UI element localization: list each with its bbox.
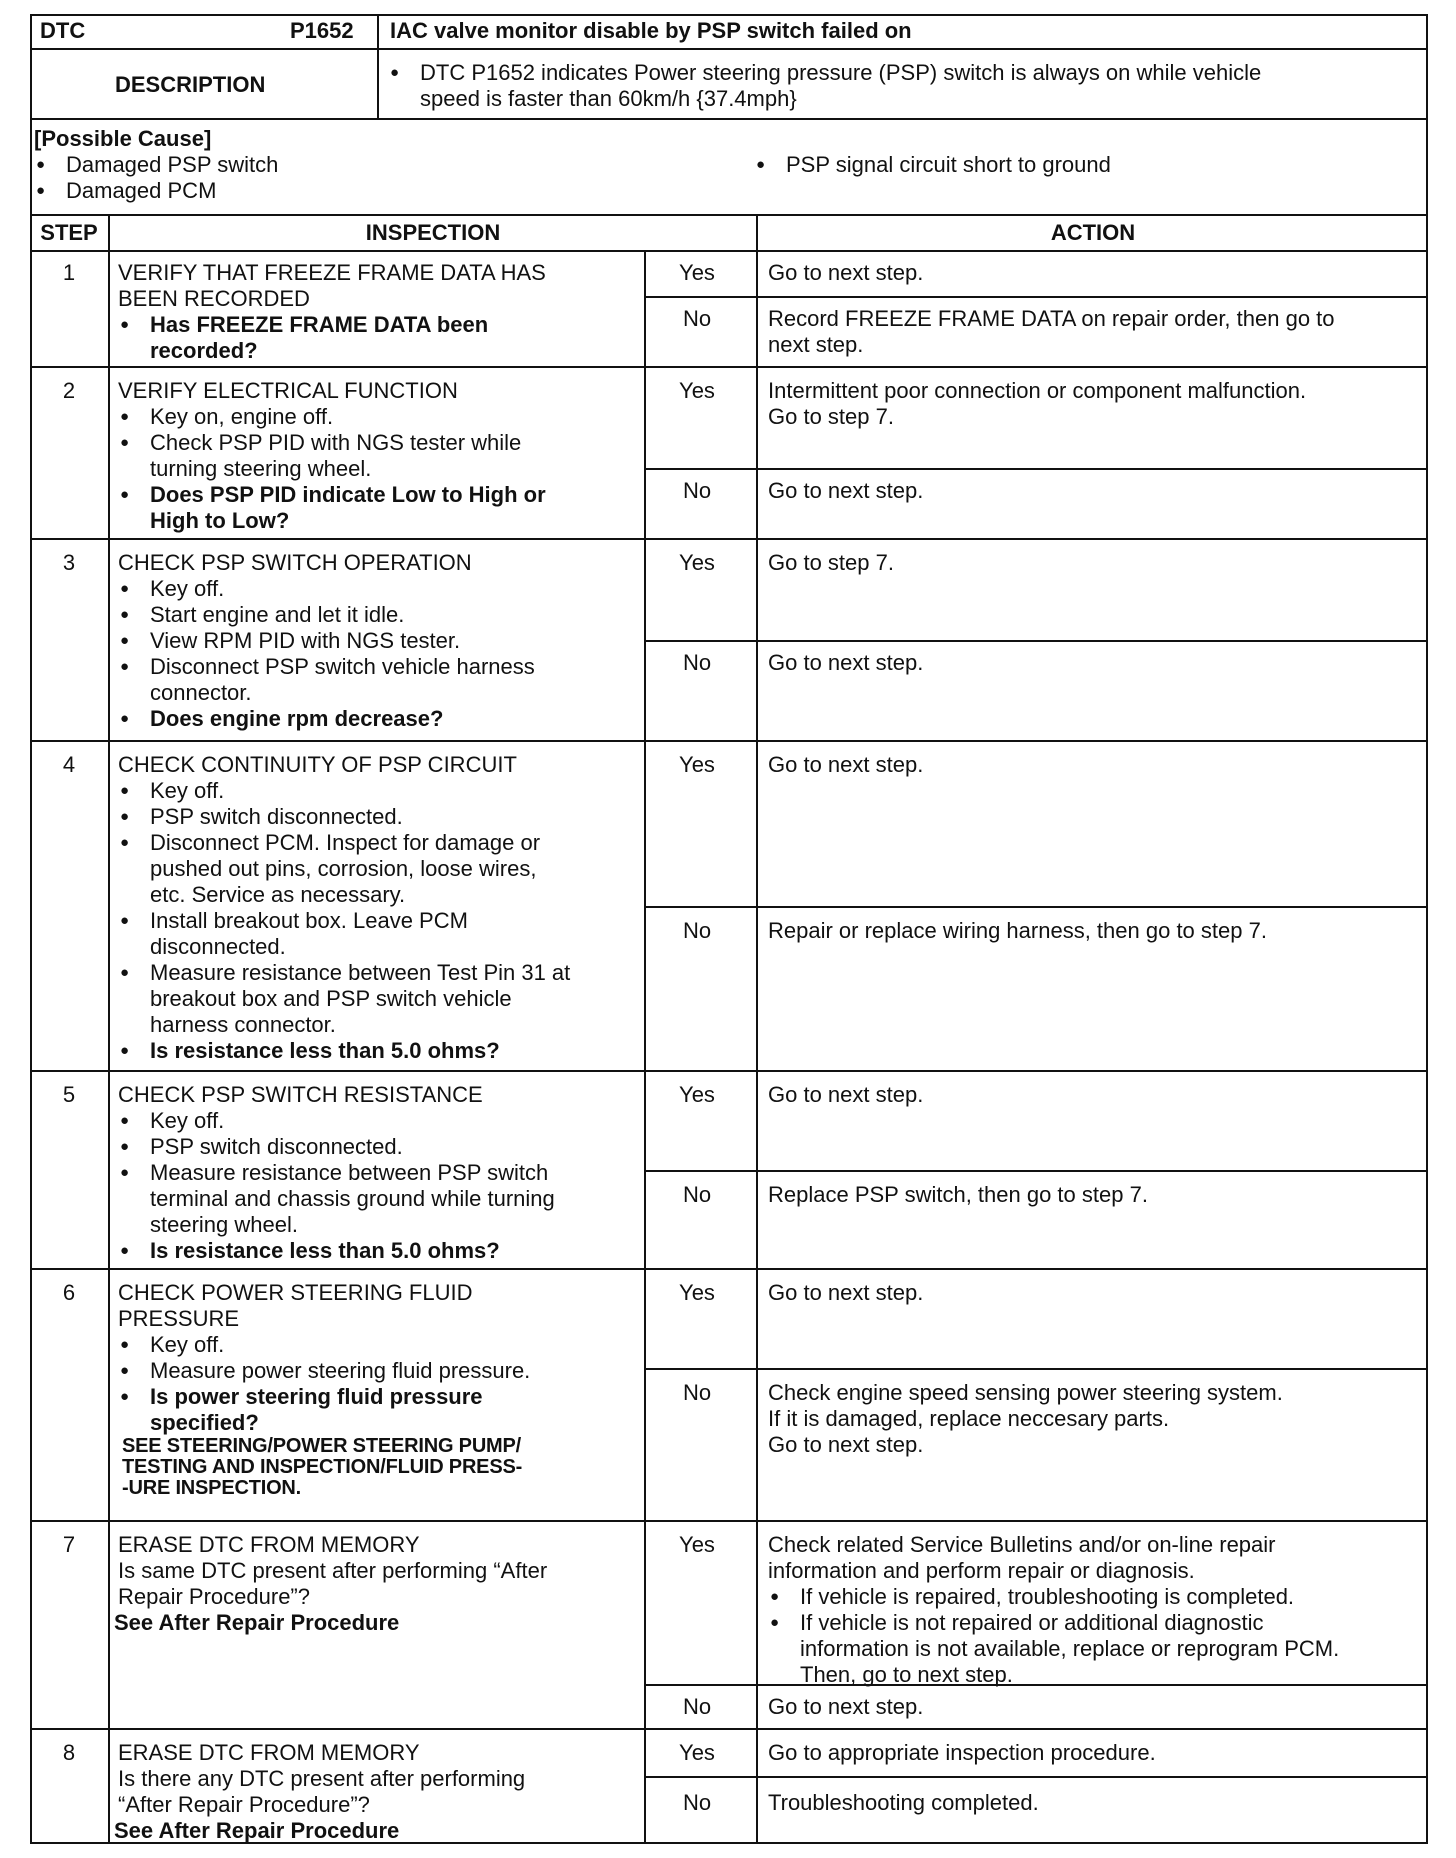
bullet-item: ● Disconnect PCM. Inspect for damage or pushed out pins, corrosion, loose wires, etc. Service as necessary.	[118, 830, 648, 908]
row-divider	[30, 1268, 1428, 1270]
bullet-item: ● Measure resistance between PSP switch terminal and chassis ground while turning steering wheel.	[118, 1160, 648, 1238]
action-no: Troubleshooting completed.	[768, 1790, 1039, 1815]
action-yes: Go to step 7.	[768, 550, 894, 575]
row-divider	[30, 1070, 1428, 1072]
bullet-item: ● If vehicle is repaired, troubleshooting is completed.	[768, 1584, 1420, 1610]
bullet-item: ● Key off.	[118, 1108, 648, 1134]
question: ● Is resistance less than 5.0 ohms?	[118, 1238, 648, 1264]
row-divider	[30, 1520, 1428, 1522]
inspection-step-6: CHECK POWER STEERING FLUID PRESSURE ● Key off. ● Measure power steering fluid pressure. ● Is power steering fluid pressure specified? SEE STEERING/POWER STEERING PUMP/ TESTING AND INSPECTION/FLUID PRESS- -URE INSPECTION.	[118, 1280, 648, 1499]
step-number: 4	[62, 752, 76, 777]
answer-yes: Yes	[679, 1740, 715, 1765]
inspection-step-1: VERIFY THAT FREEZE FRAME DATA HAS BEEN RECORDED ● Has FREEZE FRAME DATA been recorded?	[118, 260, 648, 364]
step-number: 1	[62, 260, 76, 285]
cause-item: ● Damaged PCM	[34, 178, 278, 204]
action-no: Go to next step.	[768, 650, 924, 675]
divider	[30, 250, 1428, 252]
row-divider	[30, 1728, 1428, 1730]
action-yes: Check related Service Bulletins and/or on-line repair information and perform repair or diagnosis. ● If vehicle is repaired, troubleshooting is completed. ● If vehicle is not repaired or additional diagnostic information is not available, replace or reprogram PCM. Then, go to next step.	[768, 1532, 1420, 1688]
answer-no: No	[682, 1694, 712, 1719]
bullet-item: ● Key on, engine off.	[118, 404, 648, 430]
divider	[30, 48, 1428, 50]
answer-divider	[644, 1368, 1428, 1370]
description-text	[388, 60, 1261, 112]
possible-cause-list-left	[34, 152, 278, 204]
answer-yes: Yes	[679, 1532, 715, 1557]
answer-yes: Yes	[679, 550, 715, 575]
answer-no: No	[682, 1380, 712, 1405]
answer-no: No	[682, 306, 712, 331]
answer-yes: Yes	[679, 260, 715, 285]
bullet-item: ● Key off.	[118, 1332, 648, 1358]
bullet-item: ● PSP switch disconnected.	[118, 804, 648, 830]
action-no: Go to next step.	[768, 478, 924, 503]
answer-divider	[644, 296, 1428, 298]
action-yes: Go to next step.	[768, 752, 924, 777]
action-no: Replace PSP switch, then go to step 7.	[768, 1182, 1148, 1207]
see-reference: See After Repair Procedure	[114, 1818, 400, 1843]
inspection-step-7: ERASE DTC FROM MEMORY Is same DTC present after performing “After Repair Procedure”? See After Repair Procedure	[118, 1532, 648, 1636]
bullet-item: ● Key off.	[118, 778, 648, 804]
see-reference: See After Repair Procedure	[114, 1610, 400, 1635]
action-yes: Go to next step.	[768, 260, 924, 285]
answer-yes: Yes	[679, 378, 715, 403]
dtc-title: IAC valve monitor disable by PSP switch failed on	[390, 18, 912, 43]
question: ● Is power steering fluid pressure specified?	[118, 1384, 648, 1436]
reference-note: SEE STEERING/POWER STEERING PUMP/ TESTING AND INSPECTION/FLUID PRESS- -URE INSPECTION.	[122, 1435, 523, 1499]
action-yes: Go to next step.	[768, 1280, 924, 1305]
bullet-item: ● Disconnect PSP switch vehicle harness connector.	[118, 654, 648, 706]
action-yes: Go to appropriate inspection procedure.	[768, 1740, 1156, 1765]
row-divider	[30, 366, 1428, 368]
row-divider	[30, 740, 1428, 742]
column-action: ACTION	[1050, 220, 1136, 245]
bullet-item: ● PSP switch disconnected.	[118, 1134, 648, 1160]
bullet-item: ● Install breakout box. Leave PCM disconnected.	[118, 908, 648, 960]
row-divider	[30, 538, 1428, 540]
answer-yes: Yes	[679, 1280, 715, 1305]
question: ● Has FREEZE FRAME DATA been recorded?	[118, 312, 648, 364]
answer-divider	[644, 1170, 1428, 1172]
possible-cause-label: [Possible Cause]	[34, 126, 212, 151]
divider	[108, 214, 110, 1844]
answer-divider	[644, 1776, 1428, 1778]
dtc-label: DTC	[40, 18, 86, 43]
inspection-step-3: CHECK PSP SWITCH OPERATION ● Key off. ● Start engine and let it idle. ● View RPM PID with NGS tester. ● Disconnect PSP switch vehicle harness connector. ● Does engine rpm decrease?	[118, 550, 648, 732]
answer-no: No	[682, 1790, 712, 1815]
inspection-step-5: CHECK PSP SWITCH RESISTANCE ● Key off. ● PSP switch disconnected. ● Measure resistance between PSP switch terminal and chassis ground while turning steering wheel. ● Is resistance less than 5.0 ohms?	[118, 1082, 648, 1264]
answer-divider	[644, 468, 1428, 470]
answer-divider	[644, 640, 1428, 642]
action-yes: Go to next step.	[768, 1082, 924, 1107]
possible-cause-list-right	[754, 152, 1111, 178]
inspection-step-4: CHECK CONTINUITY OF PSP CIRCUIT ● Key off. ● PSP switch disconnected. ● Disconnect PCM. Inspect for damage or pushed out pins, corrosion, loose wires, etc. Service as necessary. ● Install breakout box. Leave PCM disconnected. ● Measure resistance between Test Pin 31 at breakout box and PSP switch vehicle harness connector. ● Is resistance less than 5.0 ohms?	[118, 752, 648, 1064]
answer-yes: Yes	[679, 752, 715, 777]
action-yes: Intermittent poor connection or component malfunction. Go to step 7.	[768, 378, 1307, 429]
question: ● Does PSP PID indicate Low to High or High to Low?	[118, 482, 648, 534]
action-no: Repair or replace wiring harness, then go to step 7.	[768, 918, 1267, 943]
divider	[377, 14, 379, 120]
dtc-code: P1652	[290, 18, 354, 43]
action-no: Go to next step.	[768, 1694, 924, 1719]
divider	[756, 214, 758, 1844]
description-item: ● DTC P1652 indicates Power steering pressure (PSP) switch is always on while vehicle speed is faster than 60km/h {37.4mph}	[388, 60, 1261, 112]
step-number: 3	[62, 550, 76, 575]
step-number: 2	[62, 378, 76, 403]
step-number: 7	[62, 1532, 76, 1557]
answer-divider	[644, 906, 1428, 908]
inspection-step-8: ERASE DTC FROM MEMORY Is there any DTC present after performing “After Repair Procedure”? See After Repair Procedure	[118, 1740, 648, 1844]
question: ● Is resistance less than 5.0 ohms?	[118, 1038, 648, 1064]
bullet-item: ● Key off.	[118, 576, 648, 602]
answer-no: No	[682, 1182, 712, 1207]
step-number: 5	[62, 1082, 76, 1107]
diagnostic-sheet	[30, 14, 1428, 1844]
step-number: 6	[62, 1280, 76, 1305]
question: ● Does engine rpm decrease?	[118, 706, 648, 732]
bullet-item: ● View RPM PID with NGS tester.	[118, 628, 648, 654]
action-no: Check engine speed sensing power steering system. If it is damaged, replace neccesary parts. Go to next step.	[768, 1380, 1283, 1457]
bullet-item: ● If vehicle is not repaired or additional diagnostic information is not available, replace or reprogram PCM. Then, go to next step.	[768, 1610, 1420, 1688]
bullet-item: ● Start engine and let it idle.	[118, 602, 648, 628]
column-step: STEP	[40, 220, 98, 245]
answer-no: No	[682, 650, 712, 675]
answer-no: No	[682, 478, 712, 503]
column-inspection: INSPECTION	[365, 220, 501, 245]
cause-item: ● PSP signal circuit short to ground	[754, 152, 1111, 178]
cause-item: ● Damaged PSP switch	[34, 152, 278, 178]
answer-yes: Yes	[679, 1082, 715, 1107]
inspection-step-2: VERIFY ELECTRICAL FUNCTION ● Key on, engine off. ● Check PSP PID with NGS tester while turning steering wheel. ● Does PSP PID indicate Low to High or High to Low?	[118, 378, 648, 534]
step-number: 8	[62, 1740, 76, 1765]
description-label: DESCRIPTION	[115, 72, 266, 97]
answer-no: No	[682, 918, 712, 943]
action-no: Record FREEZE FRAME DATA on repair order, then go to next step.	[768, 306, 1335, 357]
bullet-item: ● Measure resistance between Test Pin 31 at breakout box and PSP switch vehicle harness connector.	[118, 960, 648, 1038]
bullet-item: ● Check PSP PID with NGS tester while turning steering wheel.	[118, 430, 648, 482]
bullet-item: ● Measure power steering fluid pressure.	[118, 1358, 648, 1384]
